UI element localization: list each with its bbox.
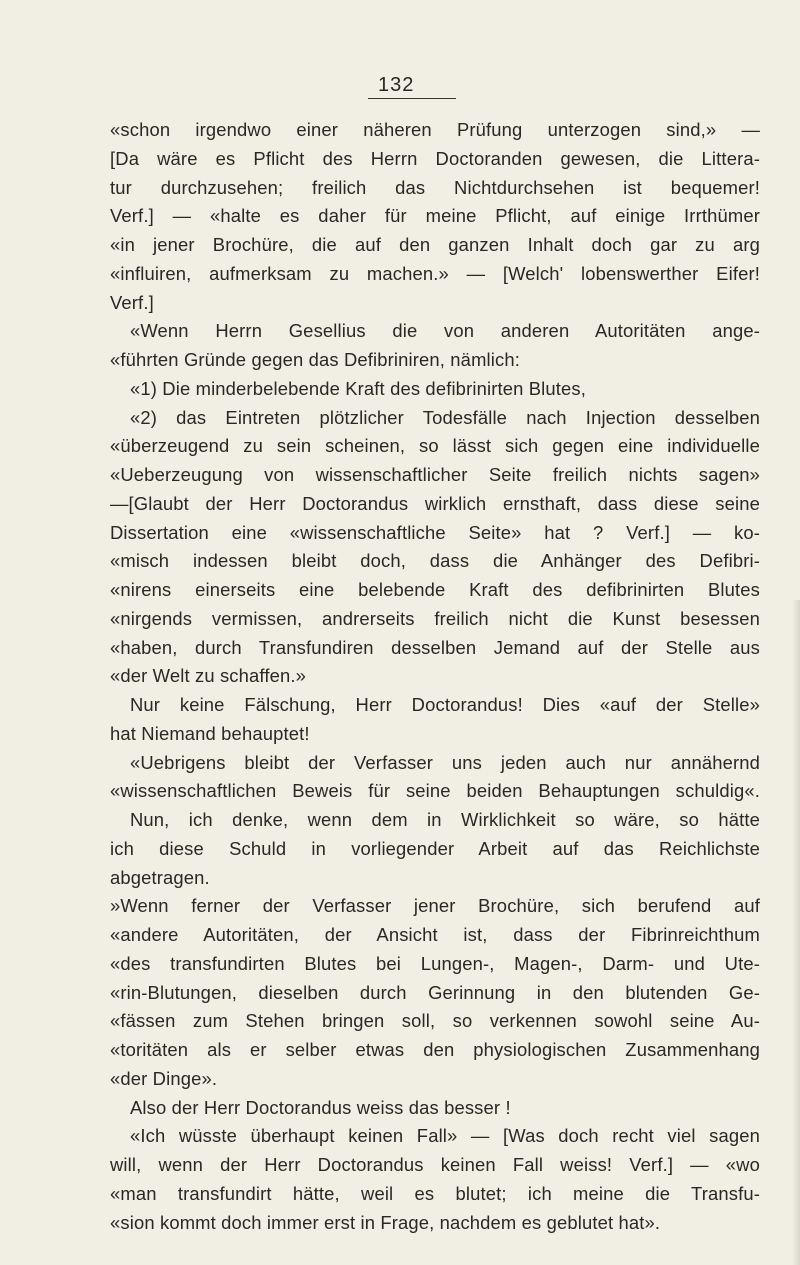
text-line: »Wenn ferner der Verfasser jener Brochüre, sich berufend auf bbox=[110, 895, 760, 917]
text-line: «der Welt zu schaffen.» bbox=[110, 665, 306, 687]
text-line: «2) das Eintreten plötzlicher Todesfälle nach Injection desselben bbox=[130, 406, 760, 428]
text-line: «des transfundirten Blutes bei Lungen-, Magen-, Darm- und Ute- bbox=[110, 952, 760, 974]
text-line: hat Niemand behauptet! bbox=[110, 722, 310, 744]
text-line: «überzeugend zu sein scheinen, so lässt sich gegen eine individuelle bbox=[110, 435, 760, 457]
text-line: «haben, durch Transfundiren desselben Jemand auf der Stelle aus bbox=[110, 636, 760, 658]
text-line: Nur keine Fälschung, Herr Doctorandus! Dies «auf der Stelle» bbox=[130, 694, 760, 715]
text-line: ich diese Schuld in vorliegender Arbeit auf das Reichlichste bbox=[110, 837, 760, 859]
text-line: «Ich wüsste überhaupt keinen Fall» — [Was doch recht viel sagen bbox=[130, 1125, 760, 1147]
body-text bbox=[110, 116, 760, 1237]
text-line: «wissenschaftlichen Beweis für seine beiden Behauptungen schuldig«. bbox=[110, 780, 760, 802]
text-line: Verf.] bbox=[110, 291, 154, 313]
text-line: tur durchzusehen; freilich das Nichtdurchsehen ist bequemer! bbox=[110, 176, 760, 198]
text-line: will, wenn der Herr Doctorandus keinen Fall weiss! Verf.] — «wo bbox=[110, 1154, 760, 1175]
text-line: abgetragen. bbox=[110, 866, 210, 888]
scan-shadow bbox=[792, 600, 800, 1265]
text-line: «führten Gründe gegen das Defibriniren, nämlich: bbox=[110, 349, 520, 370]
text-line: «fässen zum Stehen bringen soll, so verkennen sowohl seine Au- bbox=[110, 1010, 760, 1032]
text-line: «man transfundirt hätte, weil es blutet; ich meine die Transfu- bbox=[110, 1182, 760, 1204]
text-line: «influiren, aufmerksam zu machen.» — [Welch' lobenswerther Eifer! bbox=[110, 262, 760, 284]
text-line: «andere Autoritäten, der Ansicht ist, dass der Fibrinreichthum bbox=[110, 924, 760, 945]
text-line: «Uebrigens bleibt der Verfasser uns jeden auch nur annähernd bbox=[130, 751, 760, 773]
text-line: «Ueberzeugung von wissenschaftlicher Seite freilich nichts sagen» bbox=[110, 464, 760, 485]
text-line: «misch indessen bleibt doch, dass die Anhänger des Defibri- bbox=[110, 550, 760, 572]
text-line: «schon irgendwo einer näheren Prüfung unterzogen sind,» — bbox=[110, 119, 760, 140]
text-line: «in jener Brochüre, die auf den ganzen Inhalt doch gar zu arg bbox=[110, 234, 760, 255]
text-line: «der Dinge». bbox=[110, 1067, 218, 1089]
text-line: «sion kommt doch immer erst in Frage, nachdem es geblutet hat». bbox=[110, 1211, 661, 1233]
page-number: 132 bbox=[378, 74, 458, 99]
text-line: «nirens einerseits eine belebende Kraft des defibrinirten Blutes bbox=[110, 579, 760, 600]
text-line: «1) Die minderbelebende Kraft des defibrinirten Blutes, bbox=[130, 377, 587, 399]
text-line: «rin-Blutungen, dieselben durch Gerinnung in den blutenden Ge- bbox=[110, 981, 760, 1003]
text-line: Also der Herr Doctorandus weiss das besser ! bbox=[130, 1096, 511, 1118]
text-line: [Da wäre es Pflicht des Herrn Doctoranden gewesen, die Littera- bbox=[110, 147, 760, 169]
text-line: Verf.] — «halte es daher für meine Pflicht, auf einige Irrthümer bbox=[110, 205, 760, 227]
text-line: —[Glaubt der Herr Doctorandus wirklich ernsthaft, dass diese seine bbox=[110, 492, 760, 514]
text-line: Dissertation eine «wissenschaftliche Seite» hat ? Verf.] — ko- bbox=[110, 521, 760, 543]
page-number-rule bbox=[368, 98, 456, 99]
text-line: «toritäten als er selber etwas den physiologischen Zusammenhang bbox=[110, 1039, 760, 1060]
text-line: «nirgends vermissen, andrerseits freilich nicht die Kunst besessen bbox=[110, 607, 760, 629]
text-line: «Wenn Herrn Gesellius die von anderen Autoritäten ange- bbox=[130, 320, 760, 342]
text-line: Nun, ich denke, wenn dem in Wirklichkeit so wäre, so hätte bbox=[130, 809, 760, 830]
